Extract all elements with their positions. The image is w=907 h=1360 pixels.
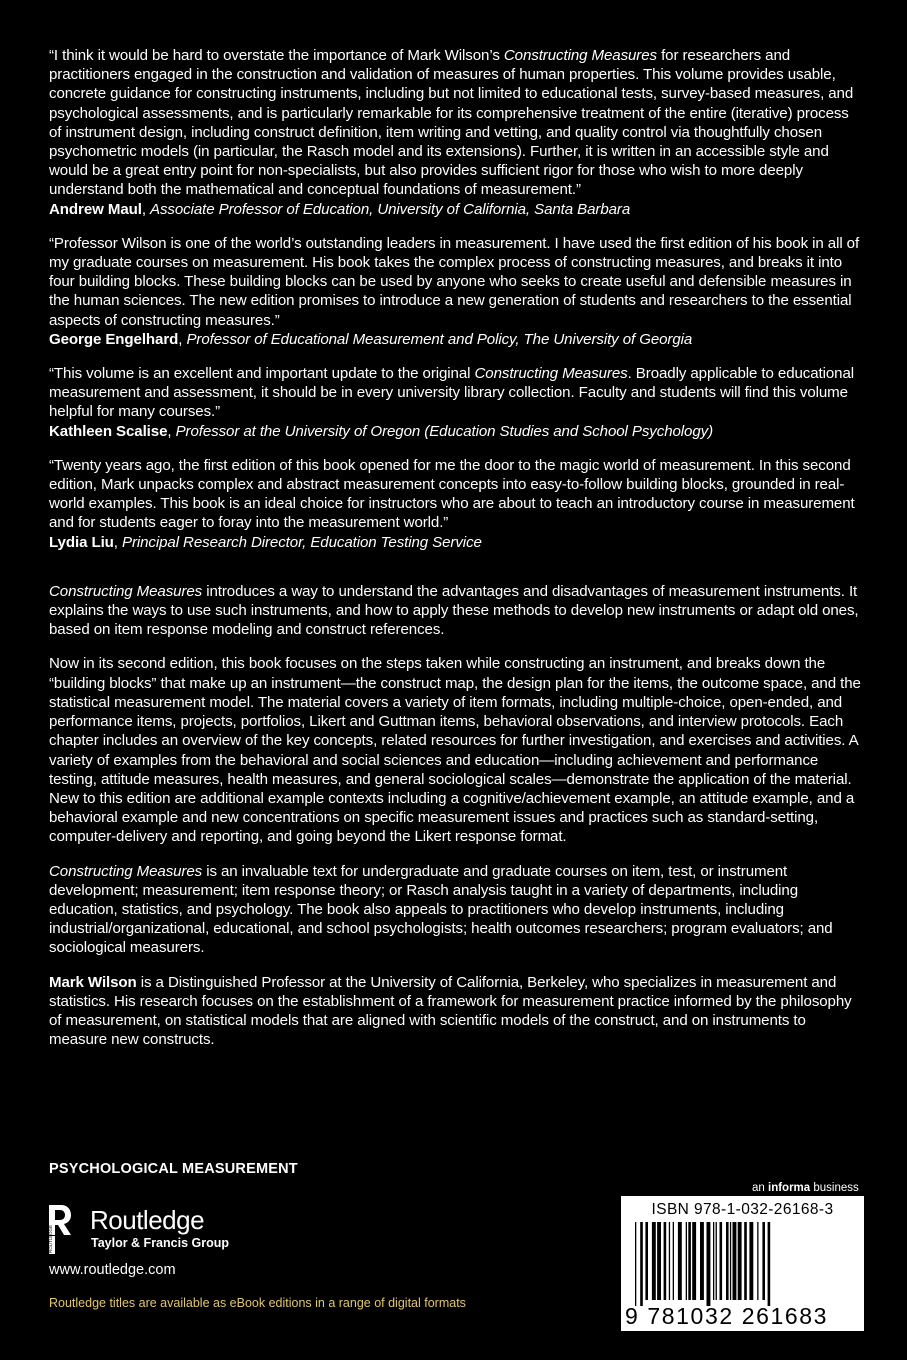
back-cover-text — [49, 46, 865, 1064]
barcode-bar — [669, 1222, 670, 1300]
quote-text: . Broadly applicable to educational measurement and assessment, it should be in every university library collection. Faculty and students will find this volume helpful for many courses.” — [49, 365, 855, 421]
endorsement-attribution: Kathleen Scalise, Professor at the University of Oregon (Education Studies and School Psychology) — [49, 422, 713, 440]
description-paragraph — [49, 862, 865, 958]
barcode-bar — [664, 1222, 667, 1300]
barcode-bar — [657, 1222, 661, 1300]
endorsement — [49, 364, 865, 441]
endorsement-attribution: George Engelhard, Professor of Educational Measurement and Policy, The University of Georgia — [49, 330, 693, 348]
endorsement-quote — [49, 46, 865, 200]
endorser-name: Kathleen Scalise — [49, 422, 168, 440]
ebook-note: Routledge titles are available as eBook editions in a range of digital formats — [49, 1296, 466, 1310]
endorsement — [49, 456, 865, 552]
barcode-bar — [688, 1222, 691, 1300]
paragraph-text: introduces a way to understand the advantages and disadvantages of measurement instruments. It explains the ways to use such instruments, and how to apply these methods to develop new instruments or adapt old ones, based on item response modeling and construct references. — [49, 582, 859, 639]
barcode-bar — [713, 1222, 714, 1300]
barcode-bar — [744, 1222, 747, 1300]
barcode-bar — [673, 1222, 674, 1300]
book-title: Constructing Measures — [474, 365, 628, 383]
paragraph-text: is an invaluable text for undergraduate and graduate courses on item, test, or instrument development; measurement; item response theory; or Rasch analysis taught in a variety of departments, including education, statistics, and psychology. The book also appeals to practitioners who develop instruments, including industrial/organizational, educational, and school psychologists; health outcomes researchers; program evaluators; and sociological measurers. — [49, 862, 833, 957]
endorser-title: Professor of Educational Measurement and Policy, The University of Georgia — [186, 330, 693, 348]
endorser-title: Principal Research Director, Education Testing Service — [121, 533, 482, 551]
description — [49, 582, 865, 1049]
barcode-bar — [757, 1222, 758, 1300]
description-paragraph — [49, 582, 865, 640]
quote-text: “I think it would be hard to overstate the importance of Mark Wilson’s — [49, 47, 504, 64]
endorsement-attribution: Lydia Liu, Principal Research Director, Education Testing Service — [49, 533, 482, 551]
barcode-bar — [720, 1222, 723, 1300]
paragraph-text: Now in its second edition, this book focuses on the steps taken while constructing an instrument, and breaks down the “building blocks” that make up an instrument—the construct map, the design plan for the items, the outcome space, and the statistical measurement model. The material covers a variety of item formats, including multiple-choice, open-ended, and performance items, projects, portfolios, Likert and Guttman items, behavioral observations, and interview protocols. Each chapter includes an overview of the key concepts, related resources for further investigation, and exercises and activities. A variety of examples from the behavioral and social sciences and education—including achievement and performance testing, attitude measures, health measures, and general sociological scales—demonstrate the application of the material. New to this edition are additional example contexts including a cognitive/achievement example, an attitude example, and a behavioral example and new concentrations on specific measurement issues and practices such as standard-setting, computer-delivery and reporting, and going beyond the Likert response format. — [49, 655, 861, 846]
barcode-bar — [678, 1222, 682, 1300]
quote-text: “Professor Wilson is one of the world’s outstanding leaders in measurement. I have used the first edition of his book in all of my graduate courses on measurement. His book takes the complex process of constructing measures, and breaks it into four building blocks. These building blocks can be used by anyone who seeks to create useful and defensible measures in the human sciences. The new edition promises to introduce a new generation of students and researchers to the essential aspects of constructing measures.” — [49, 234, 860, 329]
informa-prefix: an — [752, 1182, 765, 1194]
barcode-bar — [700, 1222, 704, 1300]
endorsement-attribution: Andrew Maul, Associate Professor of Education, University of California, Santa Barbara — [49, 200, 631, 218]
quote-text: for researchers and practitioners engaged in the construction and validation of measures of human properties. This volume provides usable, concrete guidance for constructing instruments, including but not limited to educational tests, survey-based measures, and psychological assessments, and is particularly remarkable for its comprehensive treatment of the entire (iterative) process of instrument design, including construct definition, item writing and vetting, and quality control via thoughtfully chosen psychometric models (in particular, the Rasch model and its extensions). Further, it is written in an accessible style and would be a great entry point for non-specialists, but also provides sufficient rigor for those who wish to more deeply understand both the mathematical and conceptual foundations of measurement.” — [49, 47, 854, 199]
endorsement-quote — [49, 456, 865, 533]
quote-text: “This volume is an excellent and important update to the original — [49, 365, 475, 383]
ean-digits: 9 781032 261683 — [625, 1303, 829, 1329]
routledge-vertical-text: ROUTLEDGE — [48, 1224, 53, 1253]
informa-tagline — [752, 1182, 859, 1194]
description-paragraph — [49, 654, 865, 846]
barcode-bar — [640, 1222, 643, 1306]
barcode-bar — [645, 1222, 648, 1300]
barcode-bar — [686, 1222, 687, 1300]
endorsements — [49, 46, 865, 582]
endorsement — [49, 234, 865, 349]
endorsement-quote — [49, 364, 865, 422]
endorsement — [49, 46, 865, 219]
subject-category: PSYCHOLOGICAL MEASUREMENT — [49, 1161, 298, 1177]
publisher-website: www.routledge.com — [49, 1262, 176, 1278]
routledge-r-icon — [44, 1203, 74, 1255]
endorsement-quote — [49, 234, 865, 330]
informa-brand: informa — [768, 1182, 811, 1194]
endorser-title: Associate Professor of Education, University of California, Santa Barbara — [150, 200, 631, 218]
paragraph-text: is a Distinguished Professor at the University of California, Berkeley, who specializes in measurement and statistics. His research focuses on the establishment of a framework for measurement practice informed by the philosophy of measurement, on statistical models that are aligned with scientific models of the construct, and on instruments to measure new constructs. — [49, 973, 852, 1049]
book-title: Constructing Measures — [503, 47, 657, 64]
barcode-bar — [635, 1222, 636, 1306]
barcode-bar — [762, 1222, 765, 1300]
barcode-bar — [652, 1222, 656, 1300]
informa-suffix: business — [813, 1182, 859, 1194]
barcode-bar — [733, 1222, 737, 1300]
endorser-title: Professor at the University of Oregon (Education Studies and School Psychology) — [175, 422, 713, 440]
author-name: Mark Wilson — [49, 973, 137, 991]
barcode-bar — [707, 1222, 711, 1306]
endorser-name: Lydia Liu — [49, 533, 114, 551]
endorser-name: Andrew Maul — [49, 200, 142, 218]
isbn-barcode — [621, 1196, 864, 1331]
isbn-label: ISBN 978-1-032-26168-3 — [651, 1201, 834, 1218]
barcode-bar — [749, 1222, 753, 1300]
barcode-bar — [716, 1222, 717, 1300]
publisher-name: Routledge — [90, 1205, 205, 1235]
barcode-bar — [738, 1222, 742, 1300]
barcode-bar — [726, 1222, 729, 1300]
barcode-bar — [692, 1222, 696, 1300]
routledge-logo — [44, 1203, 244, 1255]
barcode-bar — [768, 1222, 771, 1306]
publisher-group: Taylor & Francis Group — [91, 1236, 229, 1250]
barcode-bars — [635, 1222, 851, 1306]
description-paragraph — [49, 973, 865, 1050]
quote-text: “Twenty years ago, the first edition of this book opened for me the door to the magic world of measurement. In this second edition, Mark unpacks complex and abstract measurement concepts into easy-to-follow building blocks, grounded in real-world examples. This book is an ideal choice for instructors who are about to teach an introductory course in measurement and for students eager to foray into the measurement world.” — [49, 456, 855, 532]
book-title: Constructing Measures — [49, 862, 203, 880]
book-title: Constructing Measures — [49, 582, 203, 600]
barcode-bar — [730, 1222, 731, 1300]
endorser-name: George Engelhard — [49, 330, 179, 348]
